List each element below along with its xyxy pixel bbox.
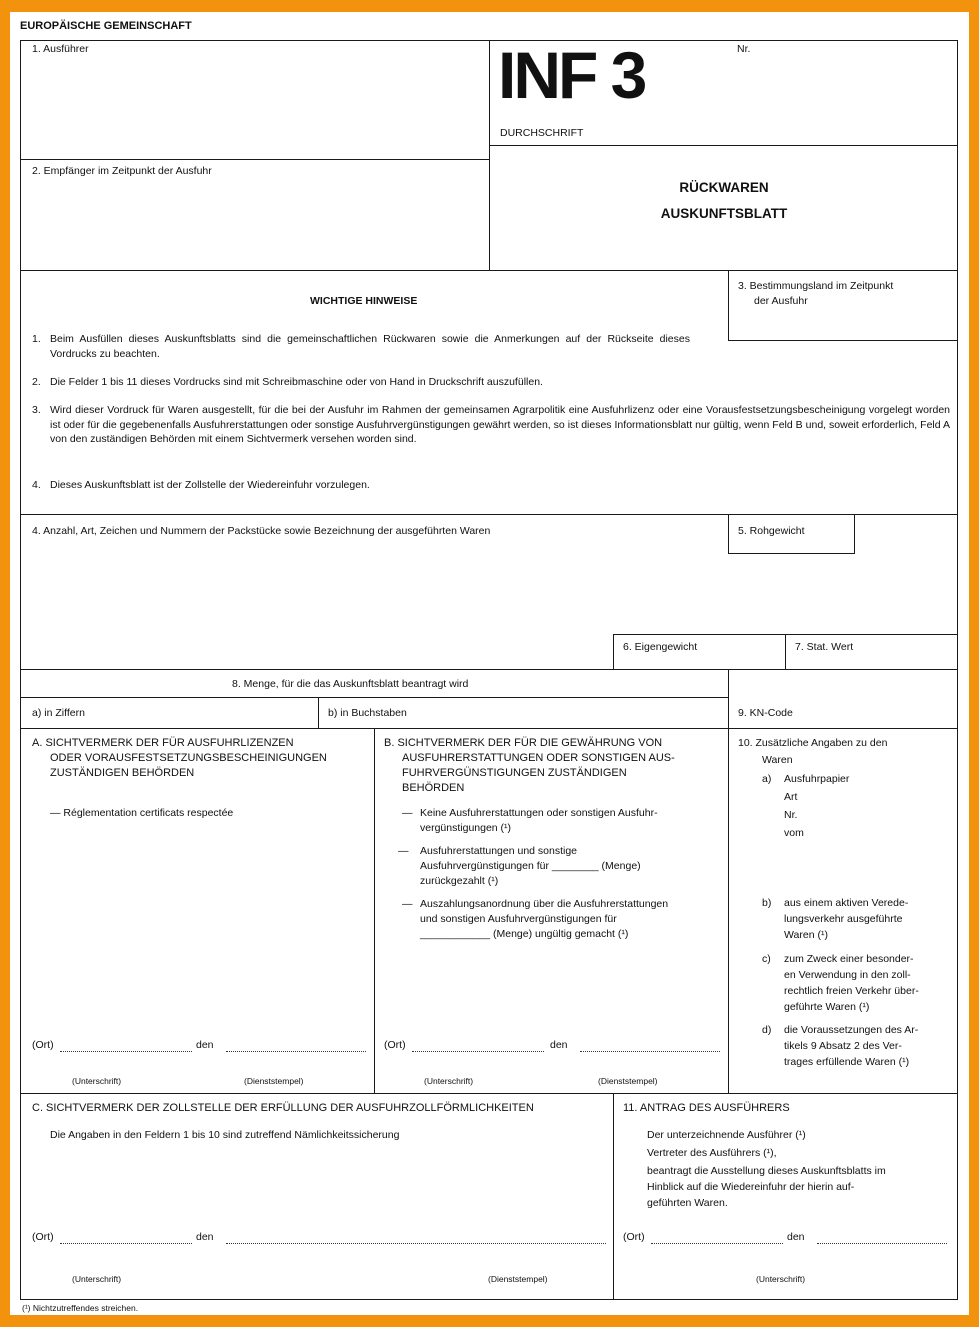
section-b-dash-1: — [402,807,413,819]
field-7-label: 7. Stat. Wert [795,641,854,653]
field-7-left [785,634,786,670]
section-c-date-line[interactable] [226,1242,606,1244]
notes-heading: WICHTIGE HINWEISE [310,295,418,307]
divider-h-field8 [20,728,958,729]
section-b-item2-l1: Ausfuhrerstattungen und sonstige [420,845,578,857]
divider-h-title [489,145,958,146]
section-b-item1-l2: vergünstigungen (¹) [420,822,512,834]
section-a-heading-3: ZUSTÄNDIGEN BEHÖRDEN [50,767,195,779]
section-b-item1-l1: Keine Ausfuhrerstattungen oder sonstigen Ausfuhr- [420,807,658,819]
section-b-heading-1: B. SICHTVERMERK DER FÜR DIE GEWÄHRUNG VON [384,737,663,749]
section-11-date-line[interactable] [817,1242,947,1244]
section-11-place-line[interactable] [651,1242,783,1244]
section-b-heading-3: FUHRVERGÜNSTIGUNGEN ZUSTÄNDIGEN [402,767,627,779]
section-b-date-line[interactable] [580,1050,720,1052]
section-c-stamp: (Dienststempel) [488,1274,548,1284]
field-3-label-2: der Ausfuhr [754,295,808,307]
section-10-a-l4: vom [784,827,804,839]
section-11-den: den [787,1231,805,1243]
note-2-text: Die Felder 1 bis 11 dieses Vordrucks sind mit Schreibmaschine oder von Hand in Druckschrift auszufüllen. [50,376,543,388]
section-c-sig: (Unterschrift) [72,1274,122,1284]
field-8-label: 8. Menge, für die das Auskunftsblatt beantragt wird [232,678,469,690]
field-2-label: 2. Empfänger im Zeitpunkt der Ausfuhr [32,165,212,177]
field-6-label: 6. Eigengewicht [623,641,698,653]
section-11-l2: Vertreter des Ausführers (¹), [647,1147,777,1159]
note-4-num: 4. [32,479,41,491]
section-10-a-l2: Art [784,791,798,803]
section-a-item: — Réglementation certificats respectée [50,807,234,819]
section-a-place: (Ort) [32,1039,54,1051]
section-b-sig: (Unterschrift) [424,1076,474,1086]
section-11-sig: (Unterschrift) [756,1274,806,1284]
footnote: (¹) Nichtzutreffendes streichen. [22,1303,139,1313]
frame-right [957,40,958,1300]
section-10-b-label: b) [762,897,772,909]
section-b-place-line[interactable] [412,1050,544,1052]
section-10-c-l4: geführte Waren (¹) [784,1001,870,1013]
field-9-label: 9. KN-Code [738,707,793,719]
section-b-heading-4: BEHÖRDEN [402,782,465,794]
doc-title-line2: AUSKUNFTSBLATT [660,206,788,221]
divider-h-1-2 [20,159,490,160]
section-c-heading: C. SICHTVERMERK DER ZOLLSTELLE DER ERFÜLLUNG DER AUSFUHRZOLLFÖRMLICHKEITEN [32,1102,534,1114]
section-b-stamp: (Dienststempel) [598,1076,658,1086]
community-header: EUROPÄISCHE GEMEINSCHAFT [20,20,192,32]
field-3-label-1: 3. Bestimmungsland im Zeitpunkt [738,280,894,292]
note-1-text: Beim Ausfüllen dieses Auskunftsblatts sind die gemeinschaftlichen Rückwaren sowie die Anmerkungen auf der Rückseite dieses Vordrucks zu beachten. [50,333,690,360]
section-a-den: den [196,1039,214,1051]
form-code: INF 3 [498,38,645,112]
section-b-place: (Ort) [384,1039,406,1051]
divider-v-top [489,40,490,271]
section-10-b-l2: lungsverkehr ausgeführte [784,913,903,925]
section-b-dash-3: — [402,898,413,910]
section-11-l5: geführten Waren. [647,1197,728,1209]
note-4-text: Dieses Auskunftsblatt ist der Zollstelle der Wiedereinfuhr vorzulegen. [50,479,370,491]
field-5-left [728,514,729,554]
frame-bottom [20,1299,958,1300]
copy-label: DURCHSCHRIFT [500,127,584,139]
frame-left [20,40,21,1300]
section-10-c-l2: en Verwendung in den zoll- [784,969,911,981]
section-b-heading-2: AUSFUHRERSTATTUNGEN ODER SONSTIGEN AUS- [402,752,675,764]
field-8-sub-divider [318,697,319,729]
field-5-bottom [728,553,855,554]
section-c-place: (Ort) [32,1231,54,1243]
field-6-left [613,634,614,670]
section-11-heading: 11. ANTRAG DES AUSFÜHRERS [623,1102,790,1114]
section-10-d-label: d) [762,1024,772,1036]
section-10-heading-1: 10. Zusätzliche Angaben zu den [738,737,888,749]
divider-h-ab [20,1093,958,1094]
nr-label: Nr. [737,43,751,55]
section-10-d-l1: die Voraussetzungen des Ar- [784,1024,919,1036]
inf3-form [10,12,969,1315]
section-a-sig: (Unterschrift) [72,1076,122,1086]
section-b-item3-l1: Auszahlungsanordnung über die Ausfuhrerstattungen [420,898,669,910]
section-10-b-l3: Waren (¹) [784,929,828,941]
section-11-l3: beantragt die Ausstellung dieses Auskunftsblatts im [647,1165,886,1177]
field-3-bottom [728,340,958,341]
section-11-place: (Ort) [623,1231,645,1243]
section-10-b-l1: aus einem aktiven Verede- [784,897,909,909]
field-4-label: 4. Anzahl, Art, Zeichen und Nummern der Packstücke sowie Bezeichnung der ausgeführten Waren [32,525,491,537]
section-b-item3-l3: ____________ (Menge) ungültig gemacht (¹) [420,928,629,940]
divider-v-a-b [374,728,375,1094]
section-10-d-l3: trages erfüllende Waren (¹) [784,1056,910,1068]
section-11-l1: Der unterzeichnende Ausführer (¹) [647,1129,806,1141]
divider-h-top [20,270,958,271]
section-a-date-line[interactable] [226,1050,366,1052]
section-11-l4: Hinblick auf die Wiedereinfuhr der hierin auf- [647,1181,855,1193]
field-8a-label: a) in Ziffern [32,707,85,719]
divider-v-b-10 [728,728,729,1094]
field-3-left [728,270,729,341]
divider-h-field4 [20,669,958,670]
section-a-heading-2: ODER VORAUSFESTSETZUNGSBESCHEINIGUNGEN [50,752,327,764]
section-c-den: den [196,1231,214,1243]
field-9-left [728,669,729,729]
field-5-label: 5. Rohgewicht [738,525,805,537]
section-a-stamp: (Dienststempel) [244,1076,304,1086]
note-3-num: 3. [32,404,41,416]
section-10-a-label: a) [762,773,772,785]
section-10-a-l1: Ausfuhrpapier [784,773,850,785]
section-c-place-line[interactable] [60,1242,192,1244]
section-b-item2-l2: Ausfuhrvergünstigungen für ________ (Menge) [420,860,641,872]
section-a-place-line[interactable] [60,1050,192,1052]
section-10-c-l3: rechtlich freien Verkehr über- [784,985,919,997]
note-3-text: Wird dieser Vordruck für Waren ausgestellt, für die bei der Ausfuhr im Rahmen der gemeinsamen Agrarpolitik eine Ausfuhrlizenz oder eine Vorausfestsetzungsbescheinigung vorgelegt worden ist oder für die gegebenenfalls Ausfuhrerstattungen oder sonstige Ausfuhrvergünstigungen gewährt werden, so ist dieses Informationsblatt nur gültig, wenn Feld B und, soweit erforderlich, Feld A von den zuständigen Behörden mit einem Sichtvermerk versehen worden sind. [50,404,950,445]
section-10-d-l2: tikels 9 Absatz 2 des Ver- [784,1040,902,1052]
section-10-heading-2: Waren [762,754,793,766]
divider-h-notes [20,514,958,515]
section-b-den: den [550,1039,568,1051]
section-10-a-l3: Nr. [784,809,798,821]
field-8-sub-top [20,697,729,698]
divider-v-c-11 [613,1093,614,1300]
field-5-right [854,514,855,554]
section-10-c-label: c) [762,953,771,965]
field-1-label: 1. Ausführer [32,43,89,55]
note-2-num: 2. [32,376,41,388]
doc-title-line1: RÜCKWAREN [679,180,769,195]
field-8b-label: b) in Buchstaben [328,707,407,719]
section-10-c-l1: zum Zweck einer besonder- [784,953,914,965]
section-b-dash-2: — [398,845,409,857]
section-c-text: Die Angaben in den Feldern 1 bis 10 sind zutreffend Nämlichkeitssicherung [50,1129,400,1141]
section-b-item3-l2: und sonstigen Ausfuhrvergünstigungen für [420,913,617,925]
section-b-item2-l3: zurückgezahlt (¹) [420,875,499,887]
section-a-heading-1: A. SICHTVERMERK DER FÜR AUSFUHRLIZENZEN [32,737,294,749]
note-1-num: 1. [32,333,41,345]
